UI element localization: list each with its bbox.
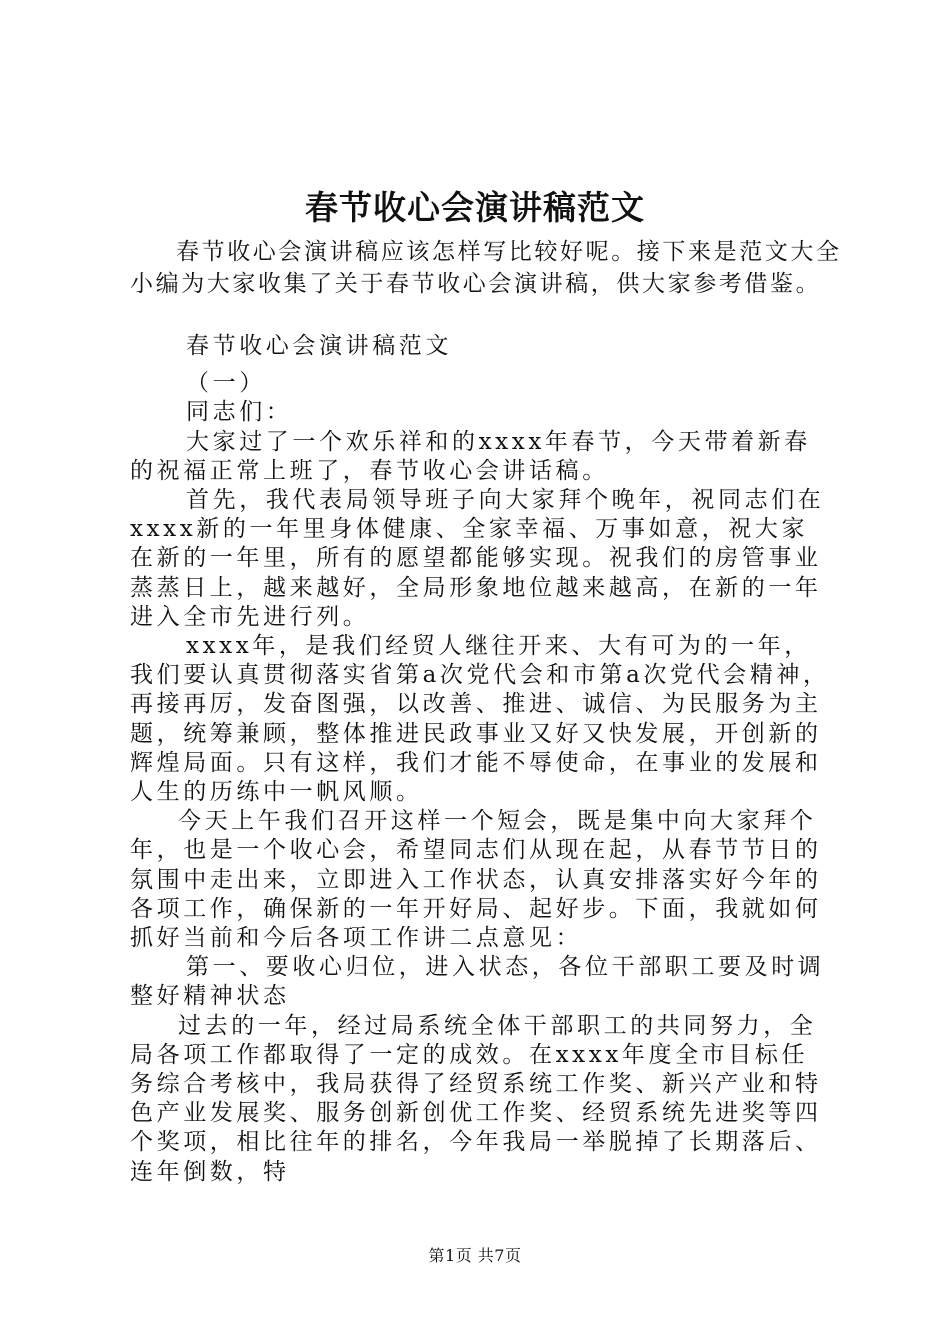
document-body xyxy=(130,326,830,1187)
intro-paragraph: 春节收心会演讲稿应该怎样写比较好呢。接下来是范文大全小编为大家收集了关于春节收心会演讲稿，供大家参考借鉴。 xyxy=(130,239,842,297)
section-heading: 第一、要收心归位，进入状态，各位干部职工要及时调整好精神状态 xyxy=(130,954,825,1010)
body-paragraph: 大家过了一个欢乐祥和的xxxx年春节，今天带着新春的祝福正常上班了，春节收心会讲话稿。 xyxy=(130,428,811,484)
body-paragraph: xxxx年，是我们经贸人继往开来、大有可为的一年，我们要认真贯彻落实省第a次党代会和市第a次党代会精神，再接再厉，发奋图强，以改善、推进、诚信、为民服务为主题，统筹兼顾，整体推进民政事业又好又快发展，开创新的辉煌局面。只有这样，我们才能不辱使命，在事业的发展和人生的历练中一帆风顺。 xyxy=(130,633,830,806)
salutation: 同志们： xyxy=(186,399,293,426)
body-paragraph: 首先，我代表局领导班子向大家拜个晚年，祝同志们在xxxx新的一年里身体健康、全家幸福、万事如意，祝大家在新的一年里，所有的愿望都能够实现。祝我们的房管事业蒸蒸日上，越来越好，全局形象地位越来越高，在新的一年进入全市先进行列。 xyxy=(130,487,825,630)
body-paragraph: 过去的一年，经过局系统全体干部职工的共同努力，全局各项工作都取得了一定的成效。在xxxx年度全市目标任务综合考核中，我局获得了经贸系统工作奖、新兴产业和特色产业发展奖、服务创新创优工作奖、经贸系统先进奖等四个奖项，相比往年的排名，今年我局一举脱掉了长期落后、连年倒数，特 xyxy=(130,1012,822,1185)
page-footer: 第1页 共7页 xyxy=(428,1246,522,1265)
subtitle: 春节收心会演讲稿范文 xyxy=(186,333,452,359)
body-paragraph: 今天上午我们召开这样一个短会，既是集中向大家拜个年，也是一个收心会，希望同志们从现在起，从春节节日的氛围中走出来，立即进入工作状态，认真安排落实好今年的各项工作，确保新的一年开好局、起好步。下面，我就如何抓好当前和今后各项工作讲二点意见： xyxy=(130,808,822,952)
document-title: 春节收心会演讲稿范文 xyxy=(305,188,645,227)
section-number: （一） xyxy=(186,370,266,397)
